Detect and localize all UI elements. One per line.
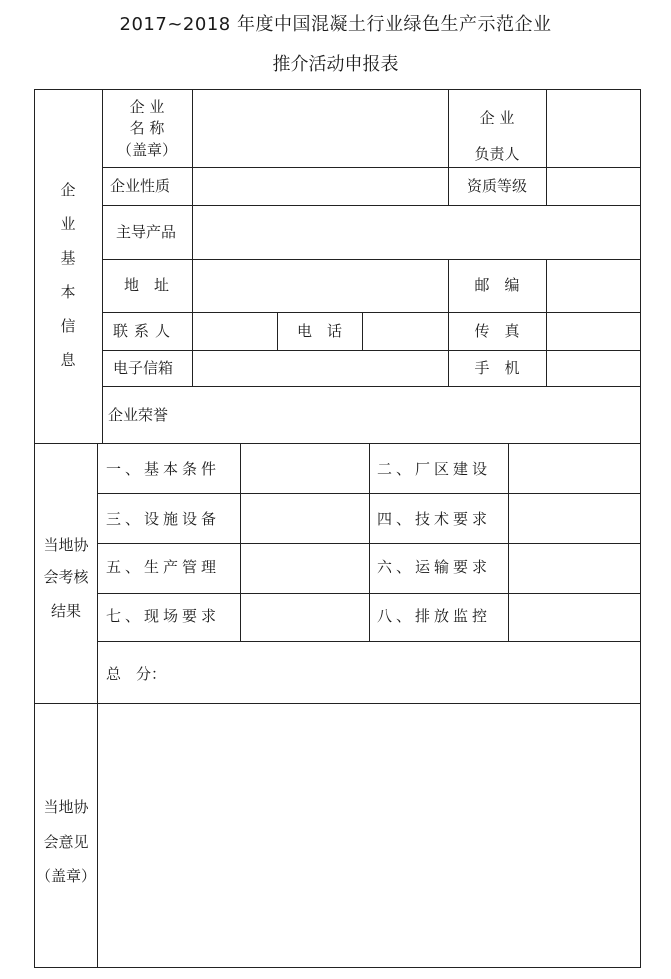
company-name-label-l2: 名 称 (129, 119, 165, 137)
postcode-field[interactable] (547, 260, 640, 312)
score-field[interactable] (241, 544, 369, 593)
contact-field[interactable] (193, 313, 277, 350)
fax-field[interactable] (547, 313, 640, 350)
owner-label-l1: 企 业 (479, 109, 515, 127)
contact-label: 联系人 (113, 322, 177, 340)
criterion-emission-monitoring: 八、排放监控 (377, 607, 492, 625)
email-label: 电子信箱 (113, 359, 174, 377)
owner-field[interactable] (547, 90, 640, 167)
email-field[interactable] (193, 351, 448, 386)
fax-label: 传 真 (474, 322, 520, 340)
qualification-field[interactable] (547, 168, 640, 205)
company-name-field[interactable] (193, 90, 448, 167)
criterion-technical: 四、技术要求 (377, 510, 492, 528)
column-line (369, 443, 370, 641)
score-field[interactable] (241, 494, 369, 543)
association-opinion-field[interactable] (98, 704, 640, 967)
form-title: 2017~2018 年度中国混凝土行业绿色生产示范企业 (119, 14, 552, 35)
opinion-label-l2: 会意见 (43, 833, 89, 851)
nature-field[interactable] (193, 168, 448, 205)
label-char: 息 (60, 351, 76, 369)
opinion-label-l1: 当地协 (43, 798, 89, 816)
criterion-production-management: 五、生产管理 (106, 558, 221, 576)
mobile-label: 手 机 (474, 359, 520, 377)
table-right-border (640, 89, 641, 968)
label-char: 信 (60, 317, 76, 335)
label-char: 企 (60, 181, 76, 199)
company-name-label-l3: （盖章） (116, 141, 177, 159)
score-field[interactable] (509, 544, 640, 593)
label-char: 基 (60, 249, 76, 267)
criterion-transport: 六、运输要求 (377, 558, 492, 576)
nature-label: 企业性质 (110, 177, 171, 195)
honors-field[interactable] (190, 387, 640, 443)
phone-label: 电 话 (296, 322, 342, 340)
criterion-plant-construction: 二、厂区建设 (377, 460, 492, 478)
address-field[interactable] (193, 260, 448, 312)
main-product-field[interactable] (193, 206, 640, 259)
score-field[interactable] (241, 444, 369, 493)
owner-label-l2: 负责人 (474, 145, 520, 163)
score-field[interactable] (509, 444, 640, 493)
company-name-label-l1: 企 业 (129, 98, 165, 116)
criterion-facilities: 三、设施设备 (106, 510, 221, 528)
main-product-label: 主导产品 (116, 223, 177, 241)
assessment-label-l3: 结果 (50, 602, 81, 620)
table-bottom-border (34, 967, 641, 968)
assessment-label-l1: 当地协 (43, 536, 89, 554)
label-char: 本 (60, 283, 76, 301)
mobile-field[interactable] (547, 351, 640, 386)
criterion-basic-conditions: 一、基本条件 (106, 460, 221, 478)
assessment-label-l2: 会考核 (43, 568, 89, 586)
opinion-label-l3: （盖章） (35, 867, 96, 885)
postcode-label: 邮 编 (474, 276, 520, 294)
criterion-site: 七、现场要求 (106, 607, 221, 625)
total-score-label: 总 分： (106, 665, 167, 683)
score-field[interactable] (509, 494, 640, 543)
address-label: 地 址 (124, 276, 170, 294)
label-char: 业 (60, 215, 76, 233)
qualification-label: 资质等级 (466, 177, 527, 195)
form-subtitle: 推介活动申报表 (272, 54, 399, 75)
score-field[interactable] (241, 594, 369, 641)
phone-field[interactable] (363, 313, 448, 350)
score-field[interactable] (509, 594, 640, 641)
honors-label: 企业荣誉 (108, 406, 169, 424)
total-score-field[interactable] (170, 642, 640, 703)
